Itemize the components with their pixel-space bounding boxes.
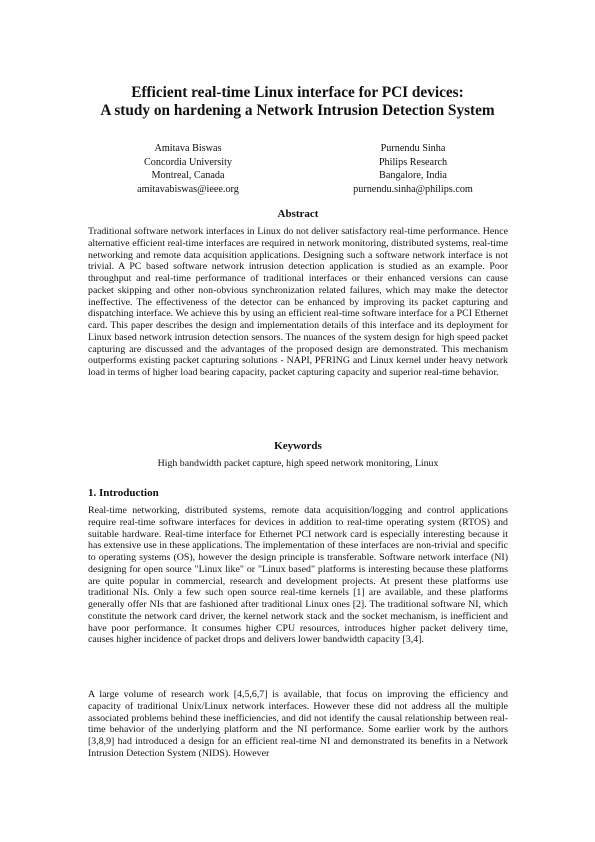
keywords-text: High bandwidth packet capture, high speed network monitoring, Linux	[157, 458, 439, 469]
introduction-paragraph-1: Real-time networking, distributed systems, remote data acquisition/logging and control applications require real-time software interfaces for devices in addition to real-time operating system (RTOS) and suitable hardware. Real-time interface for Ethernet PCI network card is especially interesting because it has extensive use in these applications. The implementation of these interfaces are non-trivial and specific to operating systems (OS), however the design principle is transferable. Software network interface (NI) designing for open source "Linux like" or "Linux based" platforms is interesting because these platforms are quite popular in commercial, research and development projects. At present these platforms use traditional NIs. Only a few such open source real-time kernels [1] are available, and these platforms generally offer NIs that are fashioned after traditional Linux ones [2]. The traditional software NI, which constitute the network card driver, the kernel network stack and the socket mechanism, is inefficient and have poor performance. It consumes higher CPU resources, introduces higher packet delivery time, causes higher incidence of packet drops and delivers lower bandwidth capacity [3,4].	[88, 505, 508, 646]
abstract-text: Traditional software network interfaces in Linux do not deliver satisfactory real-time performance. Hence alternative efficient real-time interfaces are required in network monitoring, distributed systems, real-time networking and remote data acquisition applications. Designing such a software network interface is not trivial. A PC based software network intrusion detection application is studied as an example. Poor throughput and real-time performance of traditional interfaces or their enhanced versions can cause packet skipping and other non-obvious synchronization related failures, which may make the detector ineffective. The effectiveness of the detector can be enhanced by improving its packet capturing and dispatching interface. We achieve this by using an efficient real-time software interface for a PCI Ethernet card. This paper describes the design and implementation details of this interface and its deployment for Linux based network intrusion detection sensors. The nuances of the system design for high speed packet capturing are discussed and the advantages of the proposed design are demonstrated. This mechanism outperforms existing packet capturing solutions - NAPI, PFRING and Linux kernel under heavy network load in terms of higher load bearing capacity, packet capturing capacity and superior real-time behavior.	[88, 226, 508, 378]
author-affiliation: Concordia University	[144, 156, 232, 168]
section-heading-introduction: 1. Introduction	[88, 487, 159, 499]
author-name: Purnendu Sinha	[380, 143, 446, 154]
introduction-paragraph-2: A large volume of research work [4,5,6,7] is available, that focus on improving the efficiency and capacity of traditional Unix/Linux network interfaces. However these did not address all the multiple associated problems behind these inefficiencies, and did not identify the causal relationship between real-time behavior of the underlying platform and the NI performance. Some earlier work by the authors [3,8,9] had introduced a design for an efficient real-time NI and demonstrated its benefits in a Network Intrusion Detection System (NIDS). However	[88, 689, 508, 759]
author-name: Amitava Biswas	[154, 143, 222, 154]
author-location: Bangalore, India	[379, 170, 447, 182]
author-affiliation: Philips Research	[378, 156, 448, 168]
author-email: purnendu.sinha@philips.com	[353, 183, 473, 195]
title-line-2: A study on hardening a Network Intrusion Detection System	[100, 102, 495, 119]
author-email: amitavabiswas@ieee.org	[137, 183, 239, 195]
author-block-2	[313, 142, 513, 196]
title-line-1: Efficient real-time Linux interface for PCI devices:	[131, 84, 464, 101]
abstract-heading: Abstract	[277, 208, 319, 220]
paper-title	[40, 84, 555, 120]
author-location: Montreal, Canada	[151, 170, 225, 182]
author-block-1	[88, 142, 288, 196]
keywords-heading: Keywords	[274, 440, 322, 452]
